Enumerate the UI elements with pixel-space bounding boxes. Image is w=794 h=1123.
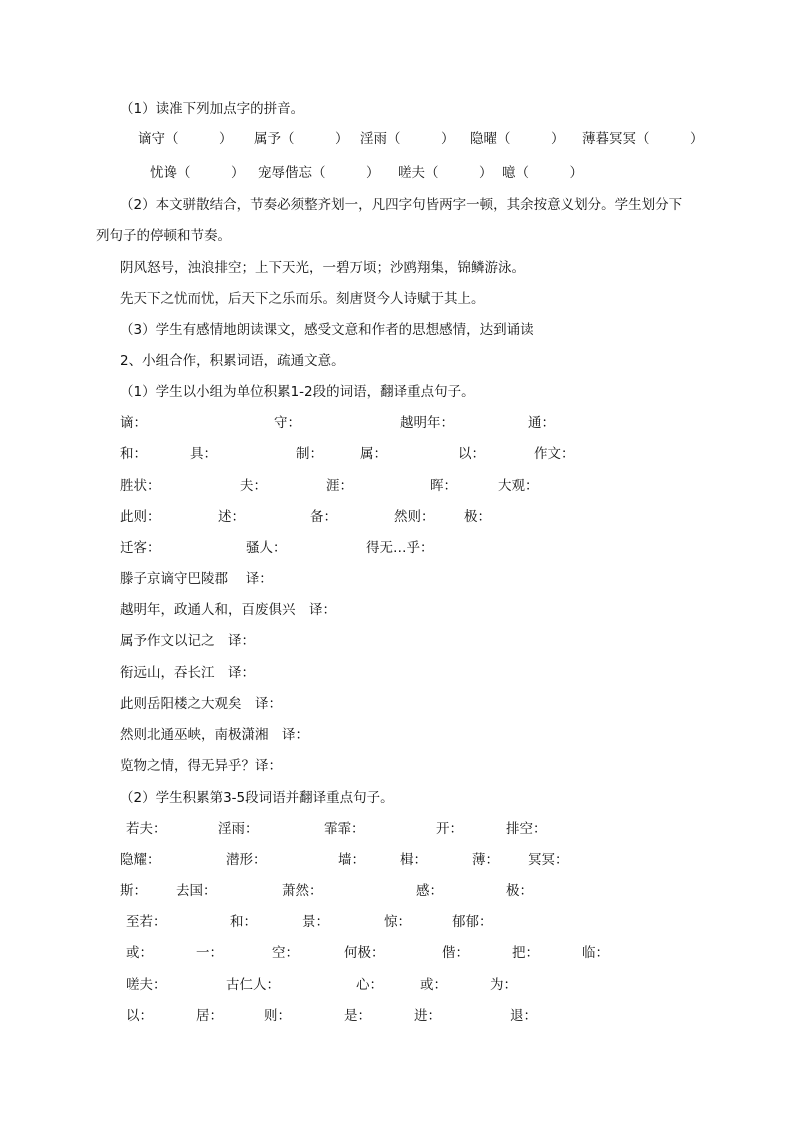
vocab-item: 古仁人：	[226, 977, 280, 993]
vocab-item: 空：	[272, 945, 299, 961]
vocab-item: 惊：	[384, 914, 411, 930]
vocab-item: 以：	[126, 1008, 153, 1024]
translation-line: 然则北通巫峡，南极潇湘 译：	[120, 727, 309, 743]
pinyin-item: 谪守（ ）	[138, 131, 233, 147]
vocab-item: 萧然：	[282, 883, 323, 899]
vocab-item: 墙：	[338, 852, 365, 868]
vocab-item: 郁郁：	[452, 914, 493, 930]
vocab-item: 极：	[464, 509, 491, 525]
vocab-item: 若夫：	[126, 821, 167, 837]
group-task-2: （2）学生积累第3-5段词语并翻译重点句子。	[120, 790, 394, 806]
vocab-item: 薄：	[472, 852, 499, 868]
vocab-item: 斯：	[120, 883, 147, 899]
vocab-row	[0, 851, 794, 869]
vocab-item: 迁客：	[120, 540, 161, 556]
vocab-item: 涯：	[326, 478, 353, 494]
vocab-item: 以：	[458, 446, 485, 462]
vocab-item: 楫：	[400, 852, 427, 868]
pinyin-row-1	[0, 130, 794, 148]
vocab-item: 淫雨：	[218, 821, 259, 837]
vocab-item: 备：	[310, 509, 337, 525]
vocab-row	[0, 539, 794, 557]
vocab-item: 和：	[230, 914, 257, 930]
vocab-item: 然则：	[394, 509, 435, 525]
translation-line: 滕子京谪守巴陵郡 译：	[120, 571, 273, 587]
vocab-item: 嗟夫：	[126, 977, 167, 993]
vocab-item: 极：	[506, 883, 533, 899]
vocab-item: 进：	[414, 1008, 441, 1024]
vocab-item: 具：	[190, 446, 217, 462]
vocab-item: 夫：	[240, 478, 267, 494]
question-2-line-2: 列句子的停顿和节奏。	[96, 228, 231, 244]
question-3: （3）学生有感情地朗读课文，感受文意和作者的思想感情，达到诵读	[120, 322, 534, 338]
vocab-item: 霏霏：	[324, 821, 365, 837]
vocab-item: 述：	[218, 509, 245, 525]
vocab-row	[0, 445, 794, 463]
translation-line: 览物之情，得无异乎？译：	[120, 758, 282, 774]
translation-line: 此则岳阳楼之大观矣 译：	[120, 696, 282, 712]
vocab-item: 大观：	[498, 478, 539, 494]
vocab-item: 和：	[120, 446, 147, 462]
vocab-item: 属：	[360, 446, 387, 462]
vocab-item: 是：	[344, 1008, 371, 1024]
vocab-item: 把：	[512, 945, 539, 961]
vocab-item: 至若：	[126, 914, 167, 930]
vocab-item: 则：	[264, 1008, 291, 1024]
vocab-item: 此则：	[120, 509, 161, 525]
vocab-item: 或：	[126, 945, 153, 961]
translation-line: 越明年，政通人和，百废俱兴 译：	[120, 602, 336, 618]
vocab-item: 越明年：	[400, 415, 454, 431]
vocab-item: 或：	[420, 977, 447, 993]
section-2-heading: 2、小组合作，积累词语，疏通文意。	[120, 353, 345, 369]
pinyin-item: 淫雨（ ）	[360, 131, 455, 147]
vocab-item: 何极：	[344, 945, 385, 961]
pinyin-item: 隐曜（ ）	[470, 131, 565, 147]
vocab-item: 得无…乎：	[366, 540, 434, 556]
vocab-item: 去国：	[176, 883, 217, 899]
vocab-item: 制：	[296, 446, 323, 462]
vocab-row	[0, 820, 794, 838]
vocab-item: 开：	[436, 821, 463, 837]
vocab-item: 隐耀：	[120, 852, 161, 868]
vocab-item: 心：	[356, 977, 383, 993]
vocab-row	[0, 1007, 794, 1025]
translation-line: 属予作文以记之 译：	[120, 633, 255, 649]
translation-line: 衔远山，吞长江 译：	[120, 665, 255, 681]
pinyin-item: 忧谗（ ）	[150, 165, 245, 181]
vocab-item: 通：	[528, 415, 555, 431]
pinyin-item: 属予（ ）	[254, 131, 349, 147]
pinyin-item: 嗟夫（ ）	[398, 165, 493, 181]
vocab-row	[0, 882, 794, 900]
rhythm-sentence-2: 先天下之忧而忧，后天下之乐而乐。刻唐贤今人诗赋于其上。	[120, 291, 485, 307]
vocab-item: 一：	[196, 945, 223, 961]
pinyin-item: 宠辱偕忘（ ）	[258, 165, 380, 181]
vocab-row	[0, 944, 794, 962]
vocab-item: 为：	[490, 977, 517, 993]
vocab-row	[0, 913, 794, 931]
vocab-item: 感：	[416, 883, 443, 899]
vocab-item: 冥冥：	[528, 852, 569, 868]
group-task-1: （1）学生以小组为单位积累1-2段的词语，翻译重点句子。	[120, 384, 475, 400]
vocab-item: 排空：	[506, 821, 547, 837]
vocab-item: 退：	[510, 1008, 537, 1024]
vocab-item: 守：	[274, 415, 301, 431]
vocab-row	[0, 976, 794, 994]
vocab-row	[0, 477, 794, 495]
vocab-item: 作文：	[534, 446, 575, 462]
rhythm-sentence-1: 阴风怒号，浊浪排空；上下天光，一碧万顷；沙鸥翔集，锦鳞游泳。	[120, 260, 525, 276]
pinyin-row-2	[0, 164, 794, 182]
vocab-item: 潜形：	[226, 852, 267, 868]
vocab-row	[0, 508, 794, 526]
pinyin-item: 噫（ ）	[502, 165, 583, 181]
vocab-item: 景：	[302, 914, 329, 930]
vocab-item: 晖：	[430, 478, 457, 494]
vocab-item: 谪：	[120, 415, 147, 431]
vocab-item: 骚人：	[246, 540, 287, 556]
vocab-item: 偕：	[442, 945, 469, 961]
vocab-row	[0, 414, 794, 432]
vocab-item: 胜状：	[120, 478, 161, 494]
vocab-item: 居：	[196, 1008, 223, 1024]
pinyin-item: 薄暮冥冥（ ）	[582, 131, 704, 147]
question-2-line-1: （2）本文骈散结合，节奏必须整齐划一，凡四字句皆两字一顿，其余按意义划分。学生划分下	[120, 197, 683, 213]
question-1-heading: （1）读准下列加点字的拼音。	[120, 101, 305, 117]
vocab-item: 临：	[582, 945, 609, 961]
